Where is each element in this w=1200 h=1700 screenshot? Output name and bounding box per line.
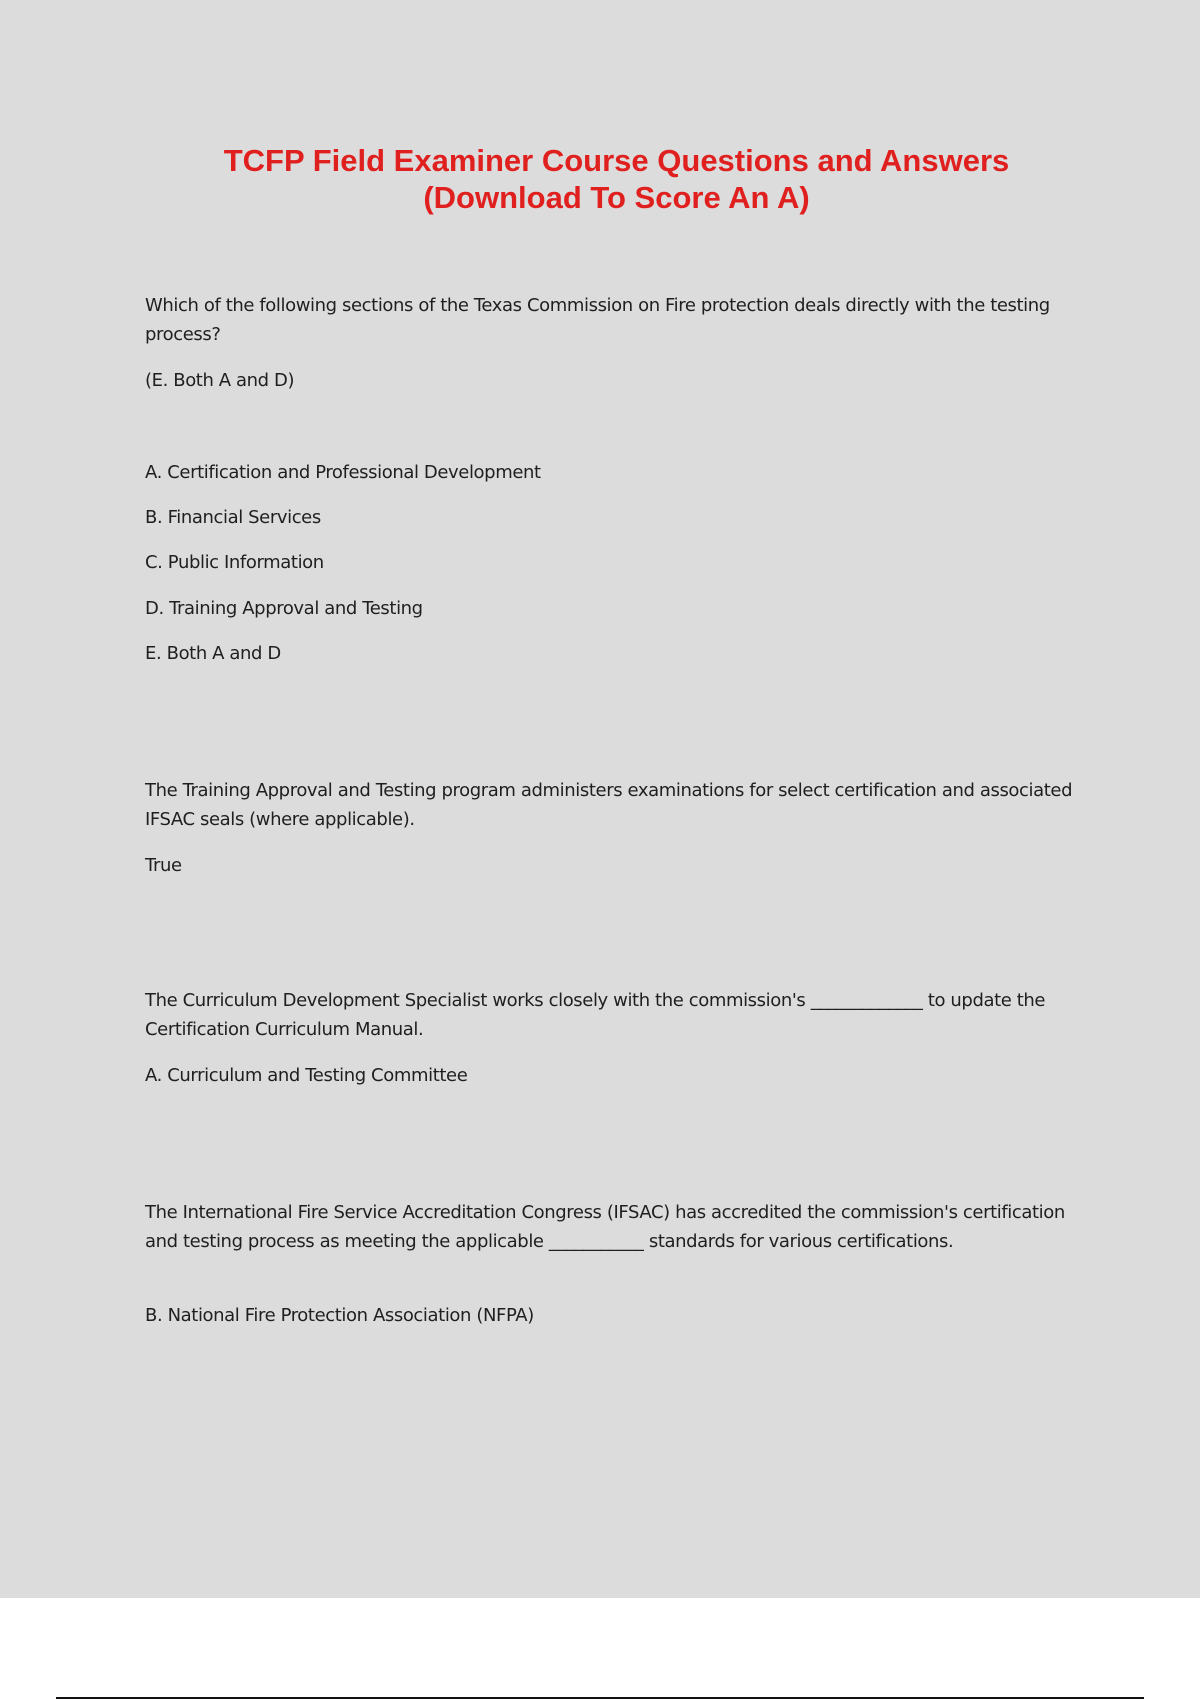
footer-divider	[56, 1697, 1144, 1699]
question-2-text: The Training Approval and Testing program administers examinations for select certification and associated IFSAC seals (where applicable).	[145, 780, 1073, 830]
question-1-text: Which of the following sections of the Texas Commission on Fire protection deals directly with the testing process?	[145, 295, 1050, 345]
question-4-answer-wrap	[145, 1301, 1085, 1330]
question-4-answer: B. National Fire Protection Association (NFPA)	[145, 1305, 534, 1326]
question-3-answer: A. Curriculum and Testing Committee	[145, 1065, 468, 1086]
question-2-answer-wrap	[145, 851, 1085, 880]
document-title	[0, 142, 1200, 216]
title-line-1: TCFP Field Examiner Course Questions and Answers	[223, 143, 1010, 178]
question-2-answer: True	[145, 855, 182, 876]
question-1-option-a: A. Certification and Professional Development	[145, 462, 541, 483]
question-3	[145, 986, 1085, 1044]
title-line-2: (Download To Score An A)	[423, 180, 810, 215]
question-1-option-e: E. Both A and D	[145, 643, 281, 664]
question-1-answer: (E. Both A and D)	[145, 370, 295, 391]
question-1-option-c: C. Public Information	[145, 552, 324, 573]
question-1-option-b: B. Financial Services	[145, 507, 321, 528]
question-3-answer-wrap	[145, 1061, 1085, 1090]
question-2	[145, 776, 1085, 834]
question-4	[145, 1198, 1085, 1256]
question-1	[145, 291, 1085, 349]
question-1-answer-wrap	[145, 366, 1085, 395]
question-1-option-d: D. Training Approval and Testing	[145, 598, 423, 619]
question-4-text: The International Fire Service Accreditation Congress (IFSAC) has accredited the commission's certification and testing process as meeting the applicable ___________ standards for various certifications.	[145, 1202, 1065, 1252]
question-3-text: The Curriculum Development Specialist works closely with the commission's _____________ to update the Certification Curriculum Manual.	[145, 990, 1046, 1040]
